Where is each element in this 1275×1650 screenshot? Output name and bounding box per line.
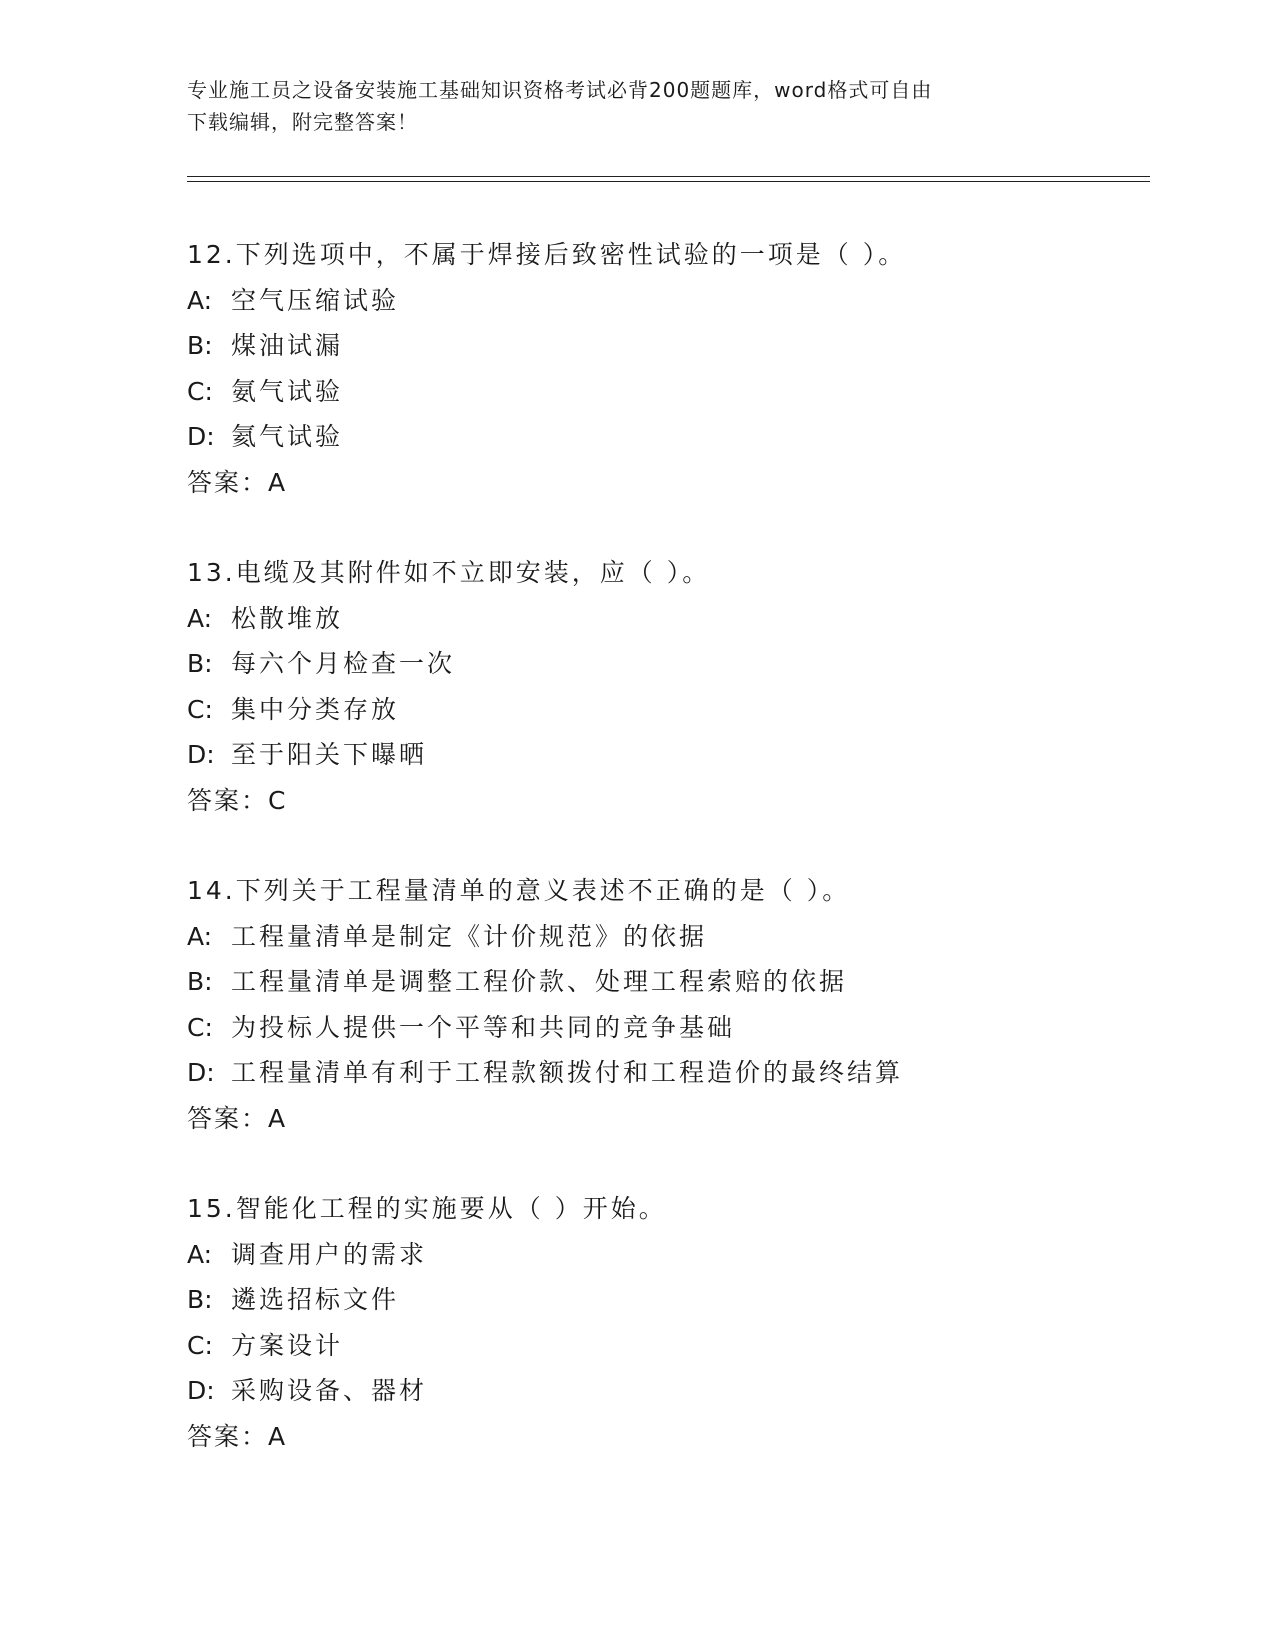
option-letter: A:	[187, 603, 213, 633]
question-spacer	[187, 823, 1167, 868]
header-line-1: 专业施工员之设备安装施工基础知识资格考试必背200题题库，word格式可自由	[187, 78, 933, 102]
header-line-2: 下载编辑，附完整答案！	[187, 110, 418, 134]
question-14	[187, 868, 1167, 1141]
option-text: 采购设备、器材	[231, 1376, 428, 1405]
option-a	[187, 914, 1167, 960]
option-c	[187, 687, 1167, 733]
option-c	[187, 1323, 1167, 1369]
option-letter: B:	[187, 1285, 213, 1314]
option-letter: A:	[187, 921, 213, 951]
option-text: 至于阳关下曝晒	[231, 740, 428, 769]
answer-line: 答案：A	[187, 1103, 288, 1133]
option-a	[187, 278, 1167, 324]
option-text: 工程量清单有利于工程款额拨付和工程造价的最终结算	[231, 1058, 904, 1087]
option-text: 煤油试漏	[231, 331, 344, 360]
option-letter: C:	[187, 376, 213, 406]
option-letter: B:	[187, 967, 213, 996]
header-divider-top	[187, 176, 1150, 177]
option-text: 松散堆放	[231, 603, 344, 633]
option-letter: C:	[187, 1330, 213, 1360]
option-letter: C:	[187, 694, 213, 724]
option-a	[187, 1232, 1167, 1278]
option-text: 工程量清单是制定《计价规范》的依据	[231, 921, 708, 951]
document-header	[187, 74, 1067, 138]
option-letter: D:	[187, 740, 215, 769]
option-letter: D:	[187, 1058, 215, 1087]
option-text: 空气压缩试验	[231, 285, 400, 315]
option-text: 氦气试验	[231, 422, 344, 451]
option-d	[187, 414, 1167, 460]
option-letter: B:	[187, 331, 213, 360]
option-d	[187, 1368, 1167, 1414]
option-letter: A:	[187, 1239, 213, 1269]
option-c	[187, 369, 1167, 415]
option-a	[187, 596, 1167, 642]
option-b	[187, 641, 1167, 687]
option-text: 遴选招标文件	[231, 1285, 400, 1314]
option-text: 方案设计	[231, 1330, 344, 1360]
option-letter: A:	[187, 285, 213, 315]
option-d	[187, 732, 1167, 778]
question-spacer	[187, 1141, 1167, 1186]
option-b	[187, 1277, 1167, 1323]
option-text: 调查用户的需求	[231, 1239, 428, 1269]
option-letter: D:	[187, 422, 215, 451]
option-text: 为投标人提供一个平等和共同的竞争基础	[231, 1012, 736, 1042]
question-stem: 12.下列选项中，不属于焊接后致密性试验的一项是（ ）。	[187, 240, 907, 269]
option-c	[187, 1005, 1167, 1051]
question-13	[187, 550, 1167, 823]
answer-line: 答案：A	[187, 1421, 288, 1451]
question-stem: 14.下列关于工程量清单的意义表述不正确的是（ ）。	[187, 876, 851, 905]
question-stem: 13.电缆及其附件如不立即安装，应（ ）。	[187, 558, 711, 587]
option-letter: C:	[187, 1012, 213, 1042]
header-divider-bottom	[187, 181, 1150, 182]
option-text: 氨气试验	[231, 376, 344, 406]
option-text: 集中分类存放	[231, 694, 400, 724]
question-12	[187, 232, 1167, 505]
question-15	[187, 1186, 1167, 1459]
answer-line: 答案：C	[187, 785, 288, 815]
option-b	[187, 959, 1167, 1005]
option-text: 工程量清单是调整工程价款、处理工程索赔的依据	[231, 967, 848, 996]
option-d	[187, 1050, 1167, 1096]
question-spacer	[187, 505, 1167, 550]
answer-line: 答案：A	[187, 467, 288, 497]
question-stem: 15.智能化工程的实施要从（ ）开始。	[187, 1194, 667, 1223]
option-letter: D:	[187, 1376, 215, 1405]
option-b	[187, 323, 1167, 369]
option-text: 每六个月检查一次	[231, 649, 456, 678]
question-list	[187, 232, 1167, 1459]
option-letter: B:	[187, 649, 213, 678]
